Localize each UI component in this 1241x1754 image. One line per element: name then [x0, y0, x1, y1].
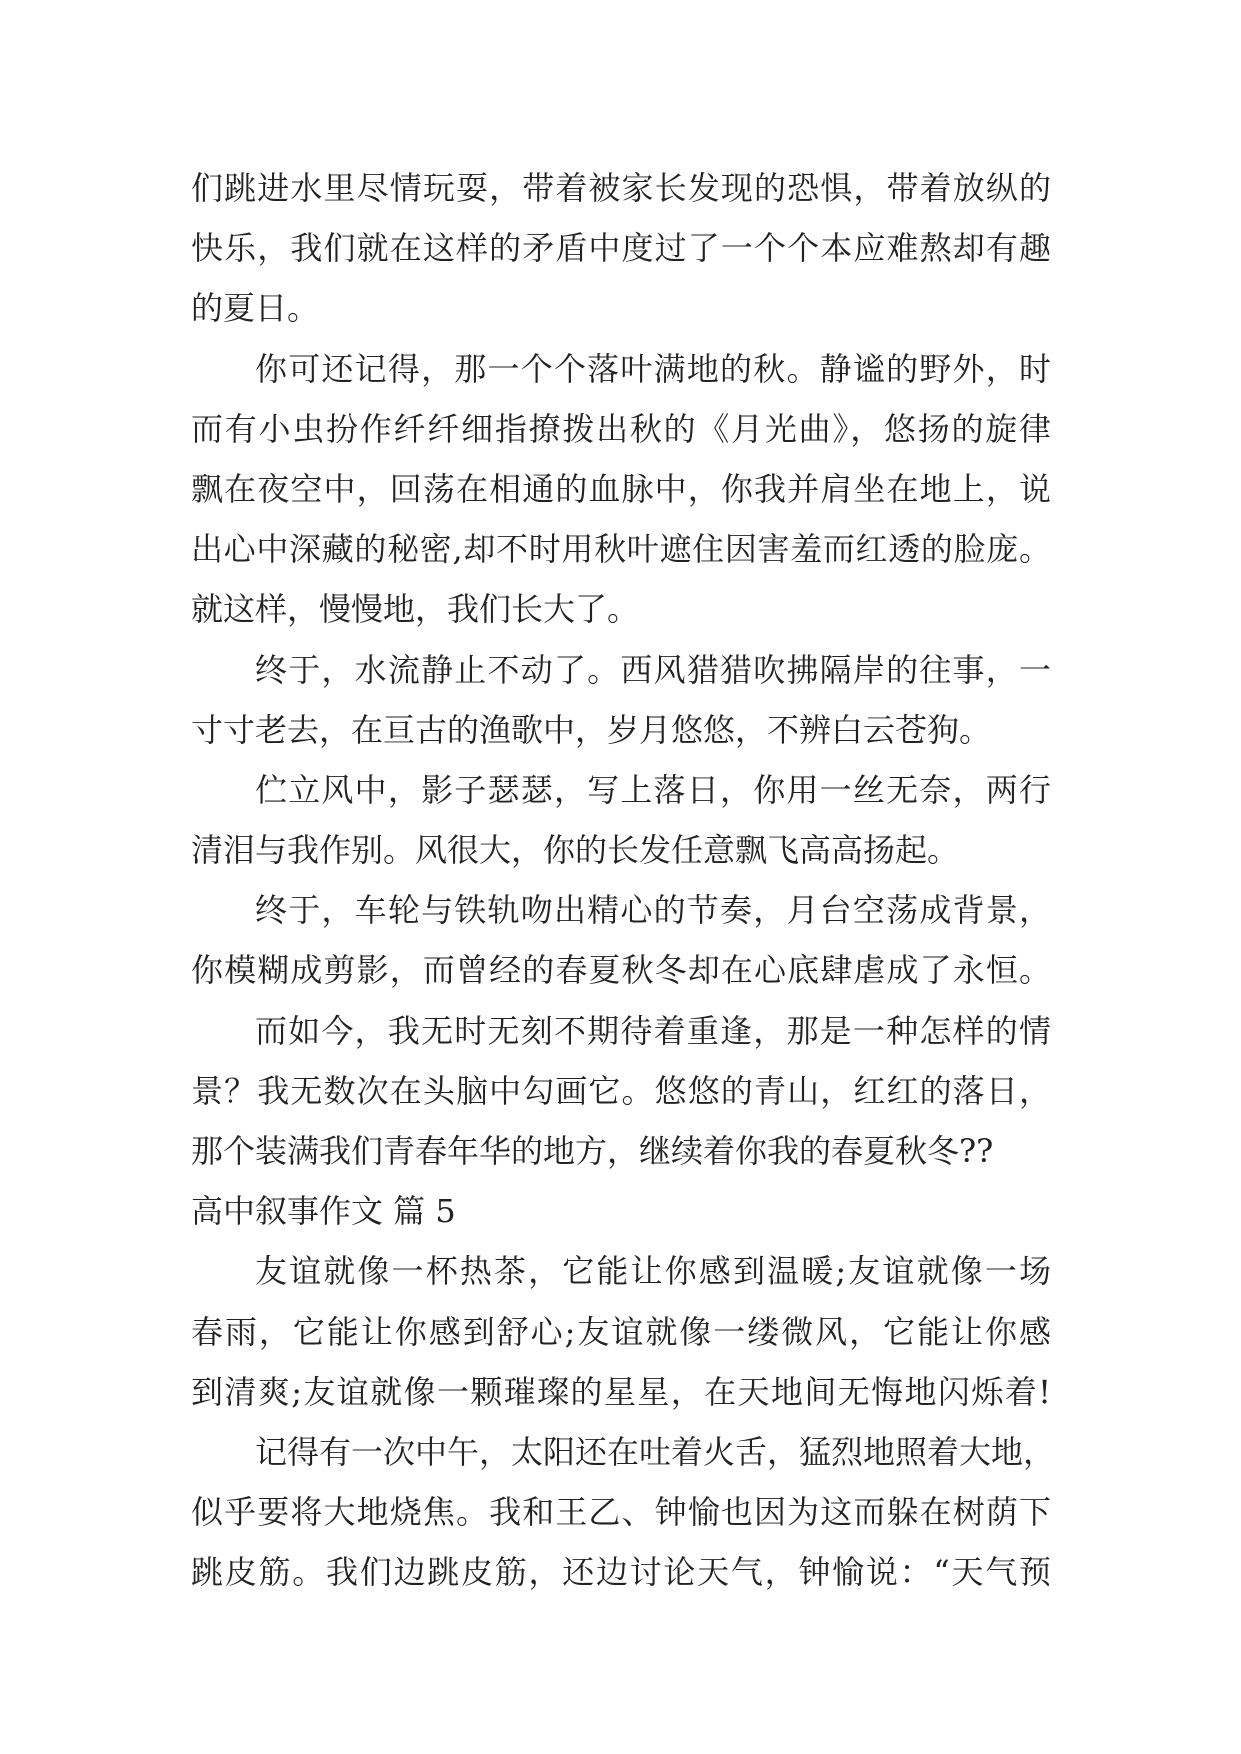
text-line: 到清爽;友谊就像一颗璀璨的星星，在天地间无悔地闪烁着!	[191, 1372, 1051, 1411]
text-line: 跳皮筋。我们边跳皮筋，还边讨论天气，钟愉说：“天气预	[191, 1553, 1051, 1592]
text-line: 就这样，慢慢地，我们长大了。	[191, 590, 640, 629]
text-line: 的夏日。	[191, 289, 320, 328]
document-body	[191, 158, 1056, 1603]
text-line: 终于，车轮与铁轨吻出精心的节奏，月台空荡成背景，	[255, 891, 1051, 930]
text-line: 伫立风中，影子瑟瑟，写上落日，你用一丝无奈，两行	[255, 770, 1051, 809]
text-line: 那个装满我们青春年华的地方，继续着你我的春夏秋冬??	[191, 1132, 994, 1170]
text-line: 清泪与我作别。风很大，你的长发任意飘飞高高扬起。	[191, 831, 960, 870]
text-line: 你模糊成剪影，而曾经的春夏秋冬却在心底肆虐成了永恒。	[191, 951, 1051, 990]
text-line: 飘在夜空中，回荡在相通的血脉中，你我并肩坐在地上，说	[191, 469, 1051, 508]
text-line: 终于，水流静止不动了。西风猎猎吹拂隔岸的往事，一	[255, 650, 1051, 689]
text-line: 快乐，我们就在这样的矛盾中度过了一个个本应难熬却有趣	[191, 229, 1051, 268]
text-line: 记得有一次中午，太阳还在吐着火舌，猛烈地照着大地，	[255, 1432, 1056, 1471]
section-heading: 高中叙事作文 篇 5	[191, 1192, 456, 1231]
text-line: 出心中深藏的秘密,却不时用秋叶遮住因害羞而红透的脸庞。	[191, 530, 1051, 569]
text-line: 而如今，我无时无刻不期待着重逢，那是一种怎样的情	[255, 1011, 1051, 1050]
text-line: 景？我无数次在头脑中勾画它。悠悠的青山，红红的落日，	[191, 1071, 1051, 1110]
text-line: 们跳进水里尽情玩耍，带着被家长发现的恐惧，带着放纵的	[191, 169, 1051, 207]
text-line: 似乎要将大地烧焦。我和王乙、钟愉也因为这而躲在树荫下	[191, 1493, 1051, 1532]
text-line: 你可还记得，那一个个落叶满地的秋。静谧的野外，时	[255, 349, 1051, 388]
text-line: 寸寸老去，在亘古的渔歌中，岁月悠悠，不辨白云苍狗。	[191, 710, 992, 749]
text-line: 友谊就像一杯热茶，它能让你感到温暖;友谊就像一场	[255, 1252, 1051, 1291]
text-line: 春雨，它能让你感到舒心;友谊就像一缕微风，它能让你感	[191, 1312, 1051, 1351]
text-line: 而有小虫扮作纤纤细指撩拨出秋的《月光曲》，悠扬的旋律	[191, 409, 1051, 448]
